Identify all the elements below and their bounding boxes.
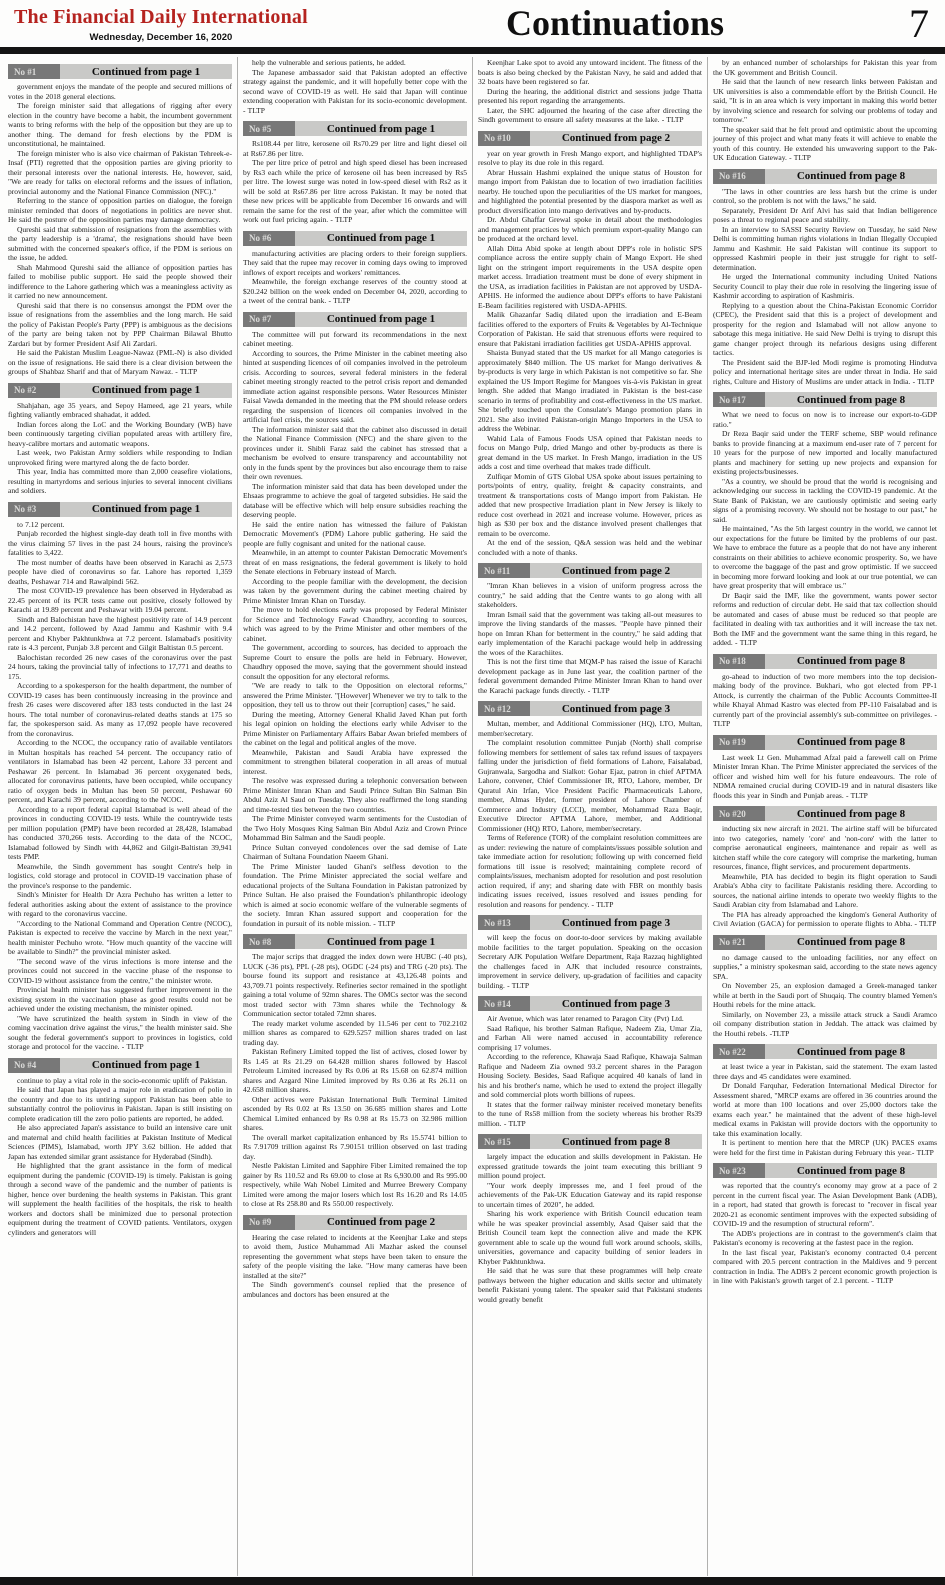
section-header <box>713 392 937 407</box>
article-paragraph: According to a spokesperson for the health department, the number of COVID-19 cases has been continuously increasing in the province and fresh 26 cases were discovered after 183 tests conducted in the last 24 hours. The total number of coronavirus-related deaths stands at 175 so far, the spokesperson said. As many as 17,092 people have recovered from the coronavirus. <box>8 681 232 738</box>
article-paragraph: The President said the BJP-led Modi regime is promoting Hindutva policy and international heritage sites are under threat in India. He said rights, Culture and History of Muslims are under attack in India. - TLTP <box>713 357 937 386</box>
section-continued-label: Continued from page 8 <box>796 1164 906 1177</box>
article-paragraph: On November 25, an explosion damaged a Greek-managed tanker while at berth in the Saudi port of Shuqaiq. The country blamed Yemen's Houthi rebels for the mine attack. <box>713 981 937 1009</box>
article-paragraph: Indian forces along the LoC and the Working Boundary (WB) have been continuously targeting civilian populated areas with artillery fire, heavy-calibre mortars and automatic weapons. <box>8 419 232 448</box>
section-number: No #13 <box>478 915 530 930</box>
article-paragraph: Saad Rafique, his brother Salman Rafique, Nadeem Zia, Umar Zia, and Farhan Ali were named accused in accountability reference comprising 17 volumes. <box>478 1023 702 1052</box>
article-paragraph: Last week, two Pakistan Army soldiers while responding to Indian unprovoked firing were martyred along the de facto border. <box>8 448 232 467</box>
article-paragraph: Rs108.44 per litre, kerosene oil Rs70.29 per litre and light diesel oil at Rs67.86 per litre. <box>243 139 467 158</box>
section-continued-label: Continued from page 1 <box>91 65 201 78</box>
article-paragraph: inducting six new aircraft in 2021. The airline staff will be bifurcated into two categories, namely 'core' and 'non-core' with the latter to comprise aeronautical engineers, maintenance and repair as well as kitchen staff while the core category will comprise the marketing, human resources, finance, flight services, and procurement departments. <box>713 824 937 871</box>
article-paragraph: Allah Ditta Abid spoke at length about DPP's role in holistic SPS compliance across the entire supply chain of Mango Export. He shed light on the stringent import requirements in the USA despite open market access. Irradiation treatment must be done of every shipment in the USA, as irradiation facilities in Pakistan are not approved by USDA-APHIS. He informed the audience about DPP's efforts to have Pakistani E-Beam facilities registered with USDA-APHIS. <box>478 243 702 310</box>
section-header <box>713 169 937 184</box>
section-continued-label: Continued from page 1 <box>91 384 201 396</box>
article-paragraph: Air Avenue, which was later renamed to Paragon City (Pvt) Ltd. <box>487 1014 684 1023</box>
section-continued-label: Continued from page 2 <box>561 564 671 577</box>
article-paragraph: According to the people familiar with the development, the decision was taken by the government during the cabinet meeting chaired by Prime Minister Imran Khan on Tuesday. <box>243 576 467 605</box>
section-continued-label: Continued from page 3 <box>561 916 671 929</box>
section-number: No #12 <box>478 701 530 716</box>
section-continued-label: Continued from page 3 <box>561 702 671 715</box>
section-continued-label: Continued from page 2 <box>326 1216 436 1228</box>
article-paragraph: Hearing the case related to incidents at the Keenjhar Lake and steps to avoid them, Justice Muhammad Ali Mazhar asked the counsel representing the government what steps have been taken to ensure the safety of the people visiting the lake. "How many cameras have been installed at the site?" <box>243 1232 467 1280</box>
section-number: No #20 <box>713 806 765 821</box>
article-paragraph: was reported that the country's economy may grow at a pace of 2 percent in the current fiscal year. The Asian Development Bank (ADB), in a report, had stated that growth is forecast to "recover in fiscal year 2020-21 as economic sentiment improves with the expected subsiding of COVID-19 and the resumption of structural reform". <box>713 1181 937 1228</box>
article-paragraph: He said that the launch of new research links between Pakistan and UK universities is also a commendable effort by the British Council. He said, "It is in an area which is very important in making this world better by involving science and research for solving our problems of today and tomorrow." <box>713 77 937 124</box>
section-continued-label: Continued from page 3 <box>561 997 671 1010</box>
article-paragraph: Replying to a question about the China-Pakistan Economic Corridor (CPEC), the President said that this is a project of development and prosperity for the region and Islamabad will not allow anyone to sabotage this mega initiative. He said New Delhi is trying to disrupt this game changer project through its nefarious designs using different tactics. <box>713 300 937 357</box>
section-number: No #7 <box>243 312 295 327</box>
article-paragraph: "Your work deeply impresses me, and I feel proud of the achievements of the Pak-UK Education Gateway and its rapid response to uncertain times of 2020", he added. <box>478 1180 702 1209</box>
article-paragraph: Punjab recorded the highest single-day death toll in five months with the virus claiming 57 lives in the past 24 hours, raising the province's fatalities to 3,422. <box>8 529 232 557</box>
article-paragraph: The major scrips that dragged the index down were HUBC (-40 pts), LUCK (-36 pts), PPL (-28 pts), OGDC (-24 pts) and TRG (-20 pts). The bourse found its support and resistance at 43,126.48 points and 43,709.71 points respectively. Refineries sector remained in the spotlight gaining a total volume of 92mn shares. The OMCs sector was the second most traded sector with 73mn shares while the Technology & Communication sector totaled 72mn shares. <box>243 952 467 1018</box>
section-number: No #16 <box>713 169 765 184</box>
article-paragraph: continue to play a vital role in the socio-economic uplift of Pakistan. <box>17 1075 228 1085</box>
article-paragraph: The Japanese ambassador said that Pakistan adopted an effective strategy against the pandemic, and it will hopefully better cope with the second wave of COVID-19 as well. He said that Japan will continue extending cooperation with Pakistan for its socio-economic development. - TLTP <box>243 67 467 115</box>
section-number: No #11 <box>478 563 530 578</box>
article-paragraph: Multan, member, and Additional Commissioner (HQ), LTO, Multan, member/secretary. <box>478 719 702 738</box>
article-paragraph: This year, India has committed more than 2,000 ceasefire violations, resulting in martyrdoms and serious injuries to several innocent civilians and soldiers. <box>8 467 232 495</box>
article-paragraph: "Imran Khan believes in a vision of uniform progress across the country," he said adding that the Centre wants to go along with all stakeholders. <box>478 581 702 609</box>
section-continued-label: Continued from page 1 <box>91 503 201 515</box>
article-paragraph: Zulfiqar Momin of GTS Global USA spoke about issues pertaining to ports/points of entry, quality, freight & capacity constraints, and treatment & transportations costs of Mango import from Pakistan. He added that new prospective Irradiation plant in New Jersey is likely to reduce cost overhead in 2021 and increase volume. However, prices as high as $30 per box and the distance involved present challenges that remain to be overcome. <box>478 471 702 538</box>
section-header <box>243 121 467 136</box>
section-continued-label: Continued from page 8 <box>796 393 906 406</box>
section-number: No #14 <box>478 996 530 1011</box>
newspaper-title: The Financial Daily International <box>14 6 308 28</box>
section-header <box>478 915 702 930</box>
article-paragraph: help the vulnerable and serious patients, he added. <box>252 58 406 67</box>
section-continued-label: Continued from page 8 <box>796 170 906 182</box>
article-paragraph: Nestle Pakistan Limited and Sapphire Fiber Limited remained the top gainer by Rs 110.52 and Rs 69.00 to close at Rs 6,930.00 and Rs 995.00 respectively, while Wah Nobel Limited and Murree Brewery Company Limited were among the major losers which lost Rs 16.20 and Rs 14.05 to close at Rs 258.80 and Rs 550.00 respectively. <box>243 1161 467 1208</box>
article-paragraph: The resolve was expressed during a telephonic conversation between Prime Minister Imran Khan and Saudi Prince Sultan Bin Salman Bin Abdul Aziz Al Saud on Tuesday. They also reaffirmed the long standing and time-tested ties between the two countries. <box>243 776 467 814</box>
article-paragraph: He said the entire nation has witnessed the failure of Pakistan Democratic Movement's (PDM) Lahore public gathering. He said the people are fully cognisant and united for the national cause. <box>243 519 467 548</box>
section-continued-label: Continued from page 8 <box>796 736 906 748</box>
article-paragraph: Malik Ghazanfar Sadiq dilated upon the irradiation and E-Beam facilities offered to the exporters of Fruits & Vegetables by Al-Technique Corporation of Pakistan. He said that strenuous efforts were required to ensure that Pakistani irradiation facilities get USDA-APHIS approval. <box>478 310 702 348</box>
article-paragraph: Dr. Abdul Ghaffar Grewal spoke in detail about the methodologies and management practices by which premium export-quality Mango can be produced at the orchard level. <box>478 215 702 243</box>
article-paragraph: Meanwhile, in an attempt to counter Pakistan Democratic Movement's threat of en mass resignations, the federal government is likely to hold the Senate elections in February instead of March. <box>243 548 467 576</box>
article-paragraph: He also appreciated Japan's assistance to build an intensive care unit and maternal and child health facilities at Pakistan Institute of Medical Sciences (PIMS), Islamabad, worth JPY 3.62 billion. He added that Japan has extended similar grant assistance for Hyderabad (Sindh). <box>8 1123 232 1161</box>
article-paragraph: The information minister said that data has been developed under the Ehsaas programme to achieve the goal of targeted subsidies. He said the database will be effective which will help ensure subsidies reaching the deserving people. <box>243 481 467 519</box>
article-paragraph: Provincial health minister has suggested further improvement in the existing system in the vaccination phase as good results could not be achieved under the existing mechanism, the minister opined. <box>8 985 232 1013</box>
issue-date: Wednesday, December 16, 2020 <box>89 32 233 43</box>
section-number: No #5 <box>243 121 295 136</box>
article-paragraph: He said the Pakistan Muslim League-Nawaz (PML-N) is also divided on the issue of resignations. He said there is a clear division between the groups of Shahbaz Sharif and that of Maryam Nawaz. - TLTP <box>8 348 232 376</box>
article-paragraph: According to the NCOC, the occupancy ratio of available ventilators in Multan hospitals has reached 54 percent. The occupancy ratio of ventilators in Islamabad has been 42 percent, Lahore 33 percent and Peshawar 26 percent. In Islamabad 36 percent oxygenated beds, allocated for coronavirus patients, have been occupied, while occupancy ratio of oxygen beds in Multan has been 50 percent, Peshawar 60 percent, and Karachi 39 percent, according to the NCOC. <box>8 738 232 804</box>
article-paragraph: year on year growth in Fresh Mango export, and highlighted TDAP's resolve to play its due role in this regard. <box>478 148 702 167</box>
news-column-3 <box>472 57 707 1576</box>
article-paragraph: The most number of deaths have been observed in Karachi as 2,573 people have died of coronavirus so far. Lahore has reported 1,359 deaths, Peshawar 714 and Rawalpindi 562. <box>8 557 232 586</box>
section-number: No #8 <box>243 934 295 949</box>
section-continued-label: Continued from page 8 <box>796 936 906 948</box>
article-paragraph: Shah Mahmood Qureshi said the alliance of opposition parties has failed to mobilise public support. He said the people showed their indifference to the Lahore gathering which was a meaningless activity as it carried no new announcement. <box>8 262 232 300</box>
section-header <box>713 735 937 750</box>
section-number: No #6 <box>243 231 295 246</box>
article-paragraph: largely impact the education and skills development in Pakistan. He expressed gratitude towards the joint team executing this brilliant 9 million pound project. <box>478 1152 702 1180</box>
section-number: No #22 <box>713 1044 765 1059</box>
header-rule <box>0 47 945 54</box>
article-paragraph: The per litre price of petrol and high speed diesel has been increased by Rs3 each while the price of kerosene oil has been increased by Rs5 per litre. The lowest surge was noted in low-speed diesel with Rs2 as it will be sold at Rs67.86 per litre across Pakistan. It may be noted that these new prices will be applicable from December 16 onwards and will remain the same for the rest of the year, after which the committee will work out fuel pricing again. - TLTP <box>243 158 467 224</box>
article-paragraph: The most COVID-19 prevalence has been observed in Hyderabad as 22.45 percent of its PCR tests came out positive, closely followed by Karachi at 19.89 percent and Peshawar with 19.04 percent. <box>8 586 232 614</box>
section-number: No #4 <box>8 1058 60 1073</box>
article-paragraph: Separately, President Dr Arif Alvi has said that Indian belligerence poses a threat to regional peace and stability. <box>713 205 937 224</box>
section-header <box>713 806 937 821</box>
article-paragraph: "The laws in other countries are less harsh but the crime is under control, so the problem is not with the laws," he said. <box>713 186 937 205</box>
article-paragraph: Referring to the stance of opposition parties on dialogue, the foreign minister reminded that doors of negotiations in politics are never shut. He said the posture of the opposition parties may damage democracy. <box>8 196 232 224</box>
article-paragraph: Meanwhile, Pakistan and Saudi Arabia have expressed the commitment to strengthen bilateral cooperation in all areas of mutual interest. <box>243 747 467 776</box>
article-paragraph: The information minister said that the cabinet also discussed in detail the National Finance Commission (NFC) and the share given to the provinces under it. Shibli Faraz said the cabinet has stressed that a mechanism be evolved to ensure transparency and accountability not only in the funds spent by the provinces but also encourage them to raise their own revenues. <box>243 424 467 481</box>
article-paragraph: Prince Sultan conveyed condolences over the sad demise of Late Chairman of Sultana Foundation Naeem Ghani. <box>243 842 467 861</box>
article-paragraph: In an interview to SASSI Security Review on Tuesday, he said New Delhi is committing human rights violations in Indian Illegally Occupied Jammu and Kashmir. He said Pakistan will continue its support to oppressed Kashmiri people in their just struggle for right to self-determination. <box>713 224 937 272</box>
article-paragraph: It is pertinent to mention here that the MRCP (UK) PACES exams were held for the first time in Pakistan during February this year.- TLTP <box>713 1138 937 1157</box>
article-paragraph: What we need to focus on now is to increase our export-to-GDP ratio." <box>713 410 937 429</box>
article-paragraph: The ADB's projections are in contrast to the government's claim that Pakistan's economy is recovering at the fastest pace in the region. <box>713 1228 937 1247</box>
article-paragraph: Other actives were Pakistan International Bulk Terminal Limited ascended by Rs 0.02 at Rs 13.50 on 36.685 million shares and Lotte Chemical Limited enhanced by Rs 0.98 at Rs 15.73 on 32.986 million shares. <box>243 1094 467 1132</box>
article-paragraph: manufacturing activities are placing orders to their foreign suppliers. They said that the rupee may recover in coming days owing to improved inflows of export receipts and workers' remittances. <box>243 248 467 277</box>
article-paragraph: Abrar Hussain Hashmi explained the unique status of Houston for mango import from Pakistan due to location of two irradiation facilities nearby. He touched upon the peculiarities of the US market for mangoes, and highlighted the potential presented by the diaspora market as well as product diversification into mango derivatives and by-products. <box>478 167 702 215</box>
section-header <box>713 654 937 669</box>
article-paragraph: He urged the International community including United Nations Security Council to play their due role in resolving the lingering issue of Kashmir according to aspiration of Kashmiris. <box>713 272 937 300</box>
article-paragraph: "We are ready to talk to the Opposition on electoral reforms," answered the Prime Minister. "[However] Whenever we try to talk to the opposition, they tell us to throw out their [corruption] cases," he said. <box>243 681 467 709</box>
section-header <box>243 934 467 949</box>
section-header <box>478 131 702 146</box>
article-paragraph: The foreign minister who is also vice chairman of Pakistan Tehreek-e-Insaf (PTI) regretted that the opposition parties are giving priority to their personal interests over the national interests. He, however, said, "We are ready for talks on electoral reforms and the issues of inflation, provincial autonomy and the National Finance Commission (NFC)." <box>8 148 232 196</box>
article-paragraph: The speaker said that he felt proud and optimistic about the upcoming journey of this project and what many feats it will achieve to enable the youth of this country. He extended his unwavering support to the Pak-UK Education Gateway. - TLTP <box>713 124 937 162</box>
article-paragraph: Shahjahan, age 35 years, and Sepoy Hameed, age 21 years, while fighting valiantly embraced shahadat, it added. <box>8 400 232 419</box>
article-paragraph: At the end of the session, Q&A session was held and the webinar concluded with a note of thanks. <box>478 538 702 557</box>
article-paragraph: Dr Donald Farquhar, Federation International Medical Director for Assessment shared, "MRCP exams are offered in 36 countries around the world at more than 100 locations and over 25,000 doctors take the exams each year." he maintained that the advent of these high-level medical exams in Pakistan will provide doctors with the opportunity to take this examination locally. <box>713 1081 937 1138</box>
section-number: No #9 <box>243 1215 295 1230</box>
article-paragraph: Qureshi said that submission of resignations from the assemblies with the party leadership is a 'drama', the resignations should have been submitted with the concerned speaker's office, if the PDM is serious on the issue, he added. <box>8 224 232 262</box>
article-paragraph: Imran Ismail said that the government was taking all-out measures to improve the living standards of the masses. "People have pinned their hope on Imran Khan for betterment in the country," he said adding that early implementation of the Karachi package would help in addressing the woes of the Karachiites. <box>478 609 702 657</box>
article-paragraph: Sindh's Minister for Health Dr Azra Pechuho has written a letter to federal authorities asking about the extent of assistance to the province with regard to the coronavirus vaccine. <box>8 890 232 918</box>
section-header <box>478 1134 702 1149</box>
section-continued-label: Continued from page 8 <box>796 1045 906 1058</box>
article-paragraph: Last week Lt Gen. Muhammad Afzal paid a farewell call on Prime Minister Imran Khan. The Prime Minister appreciated the services of the officer and wished him well for his future endeavours. The role of NDMA remained crucial during COVID-19 and in natural disasters like floods this year in Sindh and Punjab areas. - TLTP <box>713 752 937 800</box>
section-header <box>243 1215 467 1230</box>
article-paragraph: Sindh and Balochistan have the highest positivity rate of 14.9 percent and 14.2 percent, followed by Azad Jammu and Kashmir with 9.4 percent and Khyber Pakhtunkhwa at 7.2 percent. Islamabad's positivity rate is 4.3 percent, Punjab 3.8 percent and Gilgit Baltistan 0.5 percent. <box>8 614 232 652</box>
section-header <box>478 996 702 1011</box>
section-number: No #23 <box>713 1163 765 1178</box>
article-paragraph: He said that Japan has played a major role in eradication of polio in the country and due to its untiring support Pakistan has been able to substantially control the poliovirus in Pakistan. Japan is still insisting on complete eradication till the zero polio patients are reported, he added. <box>8 1085 232 1123</box>
section-continued-label: Continued from page 1 <box>326 232 436 244</box>
section-number: No #19 <box>713 735 765 750</box>
article-paragraph: He highlighted that the grant assistance in the form of medical equipment during the pandemic (COVID-19) is timely. Pakistan is going through a second wave of the pandemic and the number of patients is higher, hence over burdening the health systems in Pakistan. This grant will supplement the health facilities of the hospitals, the risk to health workers and doctors shall be minimized due to personal protection equipment during the treatment of COVID patients. Ventilators, oxygen cylinders and generators will <box>8 1161 232 1237</box>
article-paragraph: Terms of Reference (TOR) of the complaint resolution committees are as under: reviewing the nature of complaints/issues possible solution and take immediate action for resolution; following up with concerned field formations till issue is resolved; maintaining complete record of complaints/issues, mechanism adopted for resolution and post resolution action required, if any; and sharing date with FBR on monthly basis indicating issues received, issues resolved and issues pending for resolution and reasons for pendency. - TLTP <box>478 833 702 909</box>
article-paragraph: He said that he was sure that these programmes will help create pathways between the higher education and skills sector and ultimately benefit Pakistani young talent. The speaker said that Pakistani students would greatly benefit <box>478 1266 702 1304</box>
article-paragraph: at least twice a year in Pakistan, said the statement. The exam lasted three days and 45 candidates were examined. <box>713 1062 937 1081</box>
article-paragraph: He maintained, "As the 5th largest country in the world, we cannot let our expectations for the future be limited by the problems of our past. We have to embrace the future as a people that do not have any inherent constraints on their abilities to achieve economic prosperity. So, we have to overcome the baggage of the past and grow optimistic. If we succeed in becoming more forward looking and look at our true potential, we can have great prosperity that will embrace us." <box>713 524 937 590</box>
section-continued-label: Continued from page 1 <box>326 122 436 135</box>
article-paragraph: Meanwhile, the Sindh government has sought Centre's help in logistics, cold storage and protocol in COVID-19 vaccination phase of the province's response to the pandemic. <box>8 861 232 890</box>
article-paragraph: It states that the former railway minister received monetary benefits to the tune of Rs58 million from the society whereas his brother Rs39 million. - TLTP <box>478 1099 702 1128</box>
article-paragraph: This is not the first time that MQM-P has raised the issue of Karachi development package as in June last year, the coalition partner of the federal government demanded Prime Minister Imran Khan to hand over the Karachi package funds directly. - TLTP <box>478 657 702 695</box>
section-number: No #1 <box>8 64 60 79</box>
section-continued-label: Continued from page 8 <box>561 1135 671 1148</box>
article-paragraph: go-ahead to induction of two more members into the top decision-making body of the province. Bukhari, who got elected from PP-1 Attock, is currently the chairman of the Public Accounts Committee-II while Khayal Ahmad Kastro was elected from PP-110 Faisalabad and is currently part of the provincial assembly's sub-committee on privileges. - TLTP <box>713 671 937 728</box>
article-paragraph: The complaint resolution committee Punjab (North) shall comprise following members for settlement of sales tax refund issues of taxpayers falling under the jurisdiction of field formations of Lahore, Faisalabad, Gujranwala, Sargodha and Sialkot: Gohar Ejaz, patron in chief APTMA Lahore, convener, Chief Commissioner IR, RTO, Lahore, member, Dr Quratul Ain Irfan, Vice President Pacific Pharmaceuticals Lahore, member, Almas Hyder, former president of Lahore Chamber of Commerce and Industry (LCCI), member, Mohammad Raza Baqir, Executive Director APTMA Lahore, member, and Additional Commissioner (HQ) RTO, Lahore, member/secretary. <box>478 738 702 833</box>
section-header <box>478 701 702 716</box>
article-paragraph: The government, according to sources, has decided to approach the Supreme Court to ensure the polls are held in February. However, Chaudhry opposed the move, saying that the government should instead consult the opposition for any electoral reforms. <box>243 643 467 681</box>
section-header <box>713 1044 937 1059</box>
article-paragraph: "According to the National Command and Operation Centre (NCOC), Pakistan is expected to receive the vaccine by March in the next year," health minister Pechuho wrote. "How much quantity of the vaccine will be available to Sindh?" the provincial minister asked. <box>8 918 232 956</box>
article-paragraph: During the meeting, Attorney General Khalid Javed Khan put forth his legal opinion on holding the elections early while Adviser to the Prime Minister on Parliamentary Affairs Babar Awan briefed members of the cabinet on the legal and political angles of the move. <box>243 709 467 747</box>
article-paragraph: Qureshi said that there is no consensus amongst the PDM over the issue of resignations from the assemblies and the long march. He said the policy of Pakistan People's Party (PPP) is ambiguous as the decisions of the party are being taken not by PPP Chairman Bilawal Bhutto Zardari but by former President Asif Ali Zardari. <box>8 300 232 348</box>
article-paragraph: "As a country, we should be proud that the world is recognising and acknowledging our success in tackling the COVID-19 pandemic. At the State Bank of Pakistan, we are cautiously optimistic and seeing early signs of a promising recovery. We should not be hostage to our past," he said. <box>713 476 937 524</box>
section-header <box>713 1163 937 1178</box>
article-paragraph: Later, the SHC adjourned the hearing of the case after directing the Sindh government to ensure all safety measures at the lake. - TLTP <box>478 105 702 124</box>
article-paragraph: The move to hold elections early was proposed by Federal Minister for Science and Technology Fawad Chaudhry, according to sources, which was agreed to by the Prime Minister and other members of the cabinet. <box>243 605 467 643</box>
section-header <box>8 383 232 398</box>
section-continued-label: Continued from page 1 <box>326 313 436 325</box>
section-number: No #3 <box>8 502 60 517</box>
section-continued-label: Continued from page 8 <box>796 655 906 667</box>
section-header <box>243 231 467 246</box>
article-paragraph: The overall market capitalization enhanced by Rs 15.5741 billion to Rs 7.91709 trillion against Rs 7.90151 trillion observed on last trading day. <box>243 1132 467 1161</box>
page-number: 7 <box>909 1 929 46</box>
article-paragraph: The committee will put forward its recommendations in the next cabinet meeting. <box>243 329 467 348</box>
section-continued-label: Continued from page 1 <box>91 1059 201 1071</box>
section-number: No #15 <box>478 1134 530 1149</box>
article-paragraph: Sharing his work experience with British Council education team while he was speaker provincial assembly, Asad Qaiser said that the British Council team kept the connection alive and made the KPK government able to scale up the wound full work around schools, skills, universities, governance and capacity building of senior leaders in Khyber Pakhtunkhwa. <box>478 1209 702 1266</box>
section-header <box>243 312 467 327</box>
page-title: Continuations <box>505 3 725 43</box>
news-column-4 <box>707 57 942 1576</box>
section-header <box>713 935 937 950</box>
article-paragraph: no damage caused to the unloading facilities, nor any effect on supplies," a ministry spokesman said, according to the state news agency SPA. <box>713 952 937 981</box>
section-continued-label: Continued from page 8 <box>796 807 906 820</box>
article-paragraph: to 7.12 percent. <box>17 519 65 529</box>
section-header <box>8 502 232 517</box>
section-number: No #2 <box>8 383 60 398</box>
article-paragraph: Shaista Bunyad stated that the US market for all Mango categories is approximately $840 million. The US market for Mango derivatives & by-products is very large in which Pakistan is not competitive so far. She explained the US Import Regime for Mangoes vis-à-vis Pakistan in great length. She added that Mango irradiated in Pakistan is the best-case scenario in terms of profitability and cost-effectiveness in the US market. She briefly touched upon the Consulate's Mango promotion plans in 2021. She also invited Pakistan-origin Mango Importers in the USA to address the Webinar. <box>478 348 703 433</box>
section-number: No #21 <box>713 935 765 950</box>
article-paragraph: Pakistan Refinery Limited topped the list of actives, closed lower by Rs 1.45 at Rs 21.29 on 64.428 million shares followed by Hascol Petroleum Limited increased by Rs 0.06 at Rs 15.68 on 62.874 million shares and Azgard Nine Limited improved by Rs 0.36 at Rs 26.11 on 42.658 million shares. <box>243 1047 467 1094</box>
article-paragraph: In the last fiscal year, Pakistan's economy contracted 0.4 percent compared with 20.5 percent contraction in the Maldives and 9 percent contraction in India. The ADB's 2 percent economic growth projection is in line with Pakistan's growth target of 2.1 percent. - TLTP <box>713 1247 937 1285</box>
article-paragraph: Balochistan recorded 26 new cases of the coronavirus over the past 24 hours, taking the provincial tally of infections to 17,771 and deaths to 175. <box>8 652 232 681</box>
article-paragraph: by an enhanced number of scholarships for Pakistan this year from the UK government and British Council. <box>713 58 937 77</box>
section-header <box>8 1058 232 1073</box>
footer-rule <box>0 1577 945 1585</box>
article-paragraph: Meanwhile, the foreign exchange reserves of the country stood at $20.242 billion on the week ended on December 04, 2020, according to a tweet of the central bank. - TLTP <box>243 277 467 305</box>
section-continued-label: Continued from page 1 <box>326 935 436 948</box>
article-paragraph: Similarly, on November 23, a missile attack struck a Saudi Aramco oil company distribution station in Jeddah. The attack was claimed by the Houthi rebels. -TLTP <box>713 1009 937 1038</box>
news-column-1 <box>3 57 237 1576</box>
article-paragraph: Wahid Lala of Famous Foods USA opined that Pakistan needs to focus on Mango Pulp, dried Mango and other by-products as there is great demand in the US market. In Fresh Mango, irradiation in the US adds a cost and time overhead that makes trade difficult. <box>478 433 702 471</box>
news-column-2 <box>237 57 472 1576</box>
article-paragraph: The Sindh government's counsel replied that the presence of ambulances and doctors has been ensured at the <box>243 1280 467 1299</box>
section-continued-label: Continued from page 2 <box>561 132 671 144</box>
section-number: No #17 <box>713 392 765 407</box>
article-paragraph: Dr Baqir said the IMF, like the government, wants power sector reforms and reduction of circular debt. He said that tax collection should be automated and cases of abuse must be reduced so that people are facilitated in dealing with tax authorities and it will increase the tax net. Both the IMF and the government want the same thing in this regard, he added. - TLTP <box>713 590 937 647</box>
article-paragraph: The foreign minister said that allegations of rigging after every election in the country have become a habit, the incumbent government wants to bring reforms with the help of the opposition but they are up to another thing. The demand for fresh elections by the PDM is unconstitutional, he maintained. <box>8 101 232 148</box>
article-paragraph: "The second wave of the virus infections is more intense and the provinces could not succeed in the vaccine phase of the response to COVID-19 without assistance from the centre," the minister wrote. <box>8 956 232 985</box>
article-paragraph: government enjoys the mandate of the people and secured millions of votes in the 2018 general elections. <box>8 82 232 101</box>
article-paragraph: The PIA has already approached the kingdom's General Authority of Civil Aviation (GACA) for permission to operate flights to Abha. - TLTP <box>713 909 937 928</box>
article-paragraph: Keenjhar Lake spot to avoid any untoward incident. The fitness of the boats is also being checked by the Pakistan Navy, he said and added that 32 boats have been registered so far. <box>478 58 702 86</box>
section-header <box>8 64 232 79</box>
article-paragraph: "We have scrutinized the health system in Sindh in view of the coming vaccination drive against the virus," the health minister said. She sought the federal government's support to provinces in logistics, cold storage and protocol for the vaccine. - TLTP <box>8 1013 232 1051</box>
section-number: No #18 <box>713 654 765 669</box>
article-paragraph: The ready market volume ascended by 11.546 per cent to 702.2102 million shares as compared to 629.5257 million shares traded on last trading day. <box>243 1018 467 1047</box>
article-paragraph: According to a report federal capital Islamabad is well ahead of the provinces in conducting COVID-19 tests. While the countrywide tests per million population (PMP) have been recorded at 28,428, Islamabad has conducted 370,266 tests. According to the data of the NCOC, Islamabad followed by Sindh with 44,862 and Gilgit-Baltistan 39,941 tests PMP. <box>8 804 232 861</box>
article-paragraph: will keep the focus on door-to-door services by making available mobile facilities to the target population. Speaking on the occasion Secretary AJK Population Welfare Department, Raja Razzaq highlighted the challenges faced in AJK that included resource constraints, improvement in service delivery, up-gradation of facilities and capacity building. - TLTP <box>478 933 702 990</box>
section-number: No #10 <box>478 131 530 146</box>
article-paragraph: Meanwhile, PIA has decided to begin its flight operation to Saudi Arabia's Abha city to facilitate Pakistanis residing there. According to sources, the national airline intends to operate two weekly flights to the Saudi Arabian city from Islamabad and Lahore. <box>713 871 937 909</box>
article-paragraph: During the hearing, the additional district and sessions judge Thatta presented his report regarding the arrangements. <box>478 86 702 105</box>
article-paragraph: According to the reference, Khawaja Saad Rafique, Khawaja Salman Rafique and Nadeem Zia owned 93.2 percent shares in the Paragon Housing Society. Besides, Saad Rafique acquired 40 kanals of land in his and his brother's name, which he used to extend the project illegally and sold commercial plots worth billions of rupees. <box>478 1052 702 1099</box>
article-paragraph: The Prime Minister lauded Ghani's selfless devotion to the foundation. The Prime Minister appreciated the social welfare and educational projects of the Sultana Foundation in Pakistan patronized by Prince Sultan. He also praised the Foundation's philanthropic ideology which is aimed at socio economic welfare of the vulnerable segments of the society. Imran Khan assured support and cooperation for the foundation in pursuit of its noble mission. - TLTP <box>243 861 467 928</box>
article-paragraph: According to sources, the Prime Minister in the cabinet meeting also hinted at suspending licences of oil companies involved in the petroleum crisis. According to sources, several federal ministers in the federal cabinet meeting strongly reacted to the petrol crisis report and demanded immediate action against responsible persons. Water Resources Minister Faisal Vawda demanded in the meeting that the PM should release orders regarding the suspension of licences oil companies involved in the artificial fuel crisis, the sources said. <box>243 348 467 424</box>
section-header <box>478 563 702 578</box>
columns-container <box>3 57 942 1576</box>
article-paragraph: Dr Reza Baqir said under the TERF scheme, SBP would refinance banks to provide financing at a maximum end-user rate of 7 percent for 10 years for the purpose of new imported and locally manufactured plants and machinery for setting up new projects and expansion for existing projects/businesses. <box>713 429 937 476</box>
masthead <box>14 6 308 43</box>
article-paragraph: The Prime Minister conveyed warm sentiments for the Custodian of the Two Holy Mosques King Salman Bin Abdul Aziz and Crown Prince Mohammad Bin Salman and the Saudi people. <box>243 814 467 842</box>
